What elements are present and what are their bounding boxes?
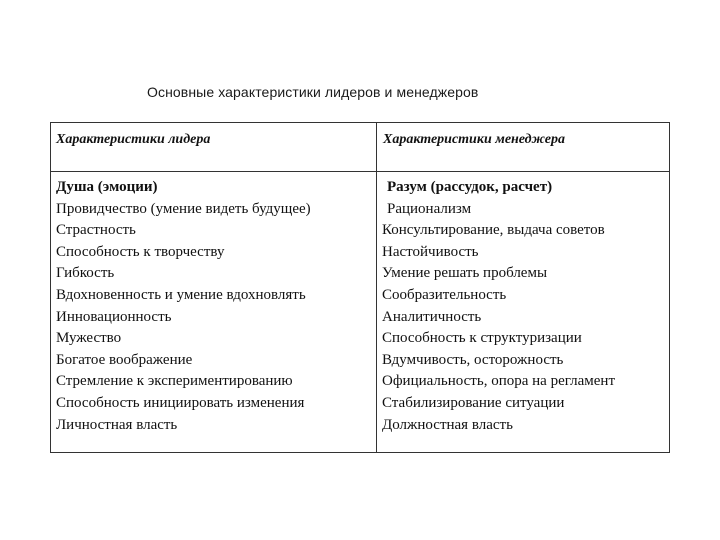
- list-item: Душа (эмоции): [56, 179, 158, 195]
- list-item: Умение решать проблемы: [382, 265, 548, 282]
- list-item: Гибкость: [56, 265, 115, 282]
- header-manager: Характеристики менеджера: [383, 132, 565, 147]
- list-item: Консультирование, выдача советов: [382, 222, 605, 239]
- list-item: Мужество: [56, 330, 122, 347]
- comparison-table: [50, 122, 670, 453]
- list-item: Вдохновенность и умение вдохновлять: [56, 286, 306, 303]
- page-title: Основные характеристики лидеров и менеджеров: [147, 84, 479, 100]
- list-item: Официальность, опора на регламент: [382, 373, 615, 390]
- header-leader: Характеристики лидера: [56, 132, 211, 147]
- list-item: Настойчивость: [382, 243, 479, 260]
- header-divider: [51, 171, 669, 172]
- leader-characteristics-list: [56, 177, 311, 436]
- list-item: Должностная власть: [382, 416, 513, 433]
- list-item: Сообразительность: [382, 286, 507, 303]
- list-item: Стабилизирование ситуации: [382, 394, 565, 411]
- list-item: Вдумчивость, осторожность: [382, 351, 564, 368]
- list-item: Способность к структуризации: [382, 330, 582, 347]
- list-item: Провидчество (умение видеть будущее): [56, 200, 311, 217]
- list-item: Стремление к экспериментированию: [56, 373, 293, 390]
- list-item: Богатое воображение: [56, 351, 193, 368]
- list-item: Разум (рассудок, расчет): [387, 179, 553, 195]
- list-item: Личностная власть: [56, 416, 178, 433]
- column-divider: [376, 123, 377, 452]
- list-item: Инновационность: [56, 308, 172, 325]
- list-item: Страстность: [56, 222, 136, 239]
- manager-characteristics-list: [382, 177, 615, 436]
- list-item: Способность инициировать изменения: [56, 394, 305, 411]
- list-item: Аналитичность: [382, 308, 482, 325]
- list-item: Рационализм: [387, 200, 472, 217]
- list-item: Способность к творчеству: [56, 243, 225, 260]
